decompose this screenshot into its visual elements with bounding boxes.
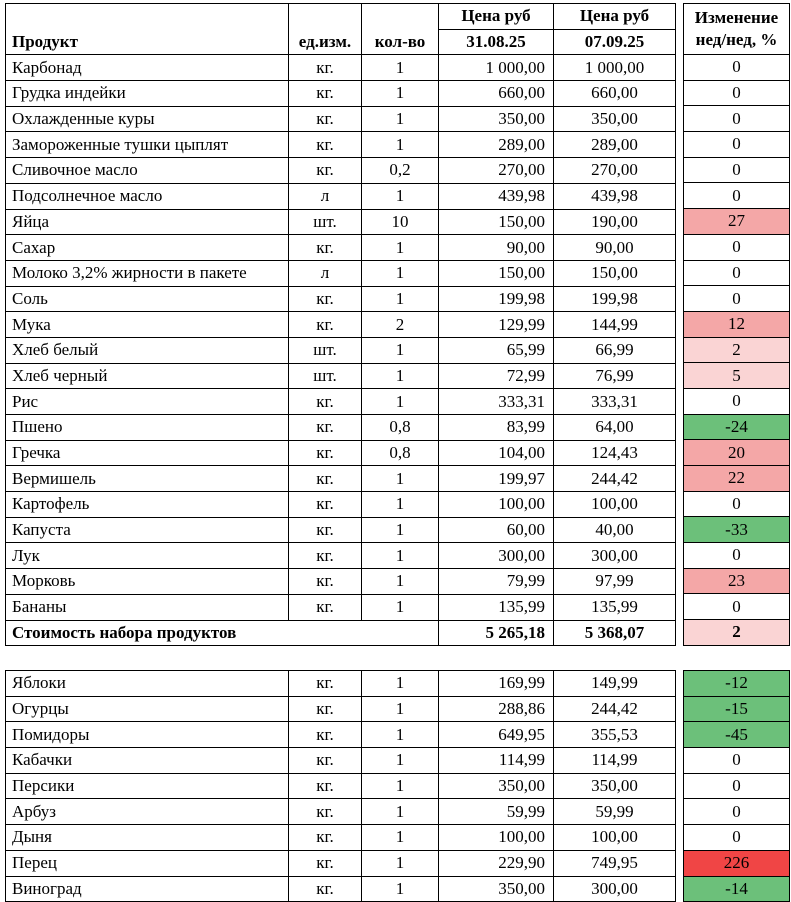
price1-cell: 288,86 xyxy=(439,696,554,722)
price1-cell: 104,00 xyxy=(439,440,554,466)
unit-cell: кг. xyxy=(289,696,362,722)
price2-cell: 144,99 xyxy=(554,312,676,338)
price2-cell: 190,00 xyxy=(554,209,676,235)
qty-cell: 1 xyxy=(362,55,439,81)
qty-cell: 1 xyxy=(362,748,439,774)
header-price1-label: Цена руб xyxy=(439,4,554,30)
table-row xyxy=(6,209,676,235)
price1-cell: 229,90 xyxy=(439,850,554,876)
change-cell: 0 xyxy=(684,799,790,825)
change-cell: 12 xyxy=(684,311,790,337)
change-cell: 226 xyxy=(684,850,790,876)
unit-cell: кг. xyxy=(289,799,362,825)
table-row xyxy=(6,363,676,389)
price1-cell: 65,99 xyxy=(439,337,554,363)
product-name: Сливочное масло xyxy=(6,158,289,184)
unit-cell: кг. xyxy=(289,106,362,132)
price1-cell: 150,00 xyxy=(439,209,554,235)
qty-cell: 1 xyxy=(362,517,439,543)
total-price1: 5 265,18 xyxy=(439,620,554,646)
price2-cell: 1 000,00 xyxy=(554,55,676,81)
change-row xyxy=(684,543,790,569)
change-cell: 0 xyxy=(684,157,790,183)
qty-cell: 0,8 xyxy=(362,415,439,441)
change-cell: 0 xyxy=(684,55,790,81)
table-row xyxy=(6,55,676,81)
product-name: Перец xyxy=(6,850,289,876)
qty-cell: 1 xyxy=(362,235,439,261)
change-cell: 0 xyxy=(684,183,790,209)
unit-cell: кг. xyxy=(289,876,362,902)
price1-cell: 72,99 xyxy=(439,363,554,389)
qty-cell: 1 xyxy=(362,260,439,286)
price2-cell: 150,00 xyxy=(554,260,676,286)
product-name: Помидоры xyxy=(6,722,289,748)
price2-cell: 289,00 xyxy=(554,132,676,158)
price2-cell: 300,00 xyxy=(554,876,676,902)
change-cell: 0 xyxy=(684,106,790,132)
price2-cell: 149,99 xyxy=(554,671,676,697)
change-cell: 22 xyxy=(684,466,790,492)
product-name: Рис xyxy=(6,389,289,415)
change-cell: -12 xyxy=(684,671,790,697)
table-row xyxy=(6,492,676,518)
price2-cell: 749,95 xyxy=(554,850,676,876)
price1-cell: 90,00 xyxy=(439,235,554,261)
price1-cell: 289,00 xyxy=(439,132,554,158)
total-change-row xyxy=(684,620,790,646)
qty-cell: 1 xyxy=(362,389,439,415)
change-cell: 0 xyxy=(684,594,790,620)
change-row xyxy=(684,286,790,312)
change-row xyxy=(684,260,790,286)
qty-cell: 1 xyxy=(362,337,439,363)
change-cell: -33 xyxy=(684,517,790,543)
unit-cell: кг. xyxy=(289,132,362,158)
change-row xyxy=(684,850,790,876)
table-row xyxy=(6,850,676,876)
change-row xyxy=(684,671,790,697)
total-price2: 5 368,07 xyxy=(554,620,676,646)
change-cell: 27 xyxy=(684,209,790,235)
unit-cell: кг. xyxy=(289,440,362,466)
change-header-row xyxy=(684,4,790,55)
change-cell: -15 xyxy=(684,696,790,722)
product-name: Яйца xyxy=(6,209,289,235)
qty-cell: 1 xyxy=(362,466,439,492)
qty-cell: 1 xyxy=(362,722,439,748)
qty-cell: 2 xyxy=(362,312,439,338)
table-row xyxy=(6,415,676,441)
change-cell: 0 xyxy=(684,825,790,851)
product-name: Пшено xyxy=(6,415,289,441)
change-cell: 0 xyxy=(684,234,790,260)
table-row xyxy=(6,748,676,774)
unit-cell: кг. xyxy=(289,543,362,569)
table-row xyxy=(6,722,676,748)
unit-cell: кг. xyxy=(289,158,362,184)
price2-cell: 100,00 xyxy=(554,825,676,851)
change-header-line2: нед/нед, % xyxy=(695,30,778,49)
price1-cell: 79,99 xyxy=(439,569,554,595)
price2-cell: 59,99 xyxy=(554,799,676,825)
price1-cell: 649,95 xyxy=(439,722,554,748)
table-row xyxy=(6,106,676,132)
change-row xyxy=(684,311,790,337)
change-row xyxy=(684,594,790,620)
product-name: Соль xyxy=(6,286,289,312)
qty-cell: 1 xyxy=(362,286,439,312)
table-row xyxy=(6,132,676,158)
price1-cell: 100,00 xyxy=(439,492,554,518)
price2-cell: 40,00 xyxy=(554,517,676,543)
table-row xyxy=(6,671,676,697)
change-table xyxy=(683,3,790,646)
qty-cell: 1 xyxy=(362,876,439,902)
change-cell: -14 xyxy=(684,876,790,902)
header-unit: ед.изм. xyxy=(289,4,362,55)
change-row xyxy=(684,106,790,132)
price2-cell: 100,00 xyxy=(554,492,676,518)
price2-cell: 199,98 xyxy=(554,286,676,312)
unit-cell: кг. xyxy=(289,466,362,492)
table-row xyxy=(6,158,676,184)
price2-cell: 76,99 xyxy=(554,363,676,389)
product-name: Грудка индейки xyxy=(6,81,289,107)
price1-cell: 350,00 xyxy=(439,773,554,799)
qty-cell: 1 xyxy=(362,363,439,389)
change-row xyxy=(684,722,790,748)
change-row xyxy=(684,183,790,209)
unit-cell: шт. xyxy=(289,209,362,235)
unit-cell: л xyxy=(289,260,362,286)
qty-cell: 1 xyxy=(362,132,439,158)
price1-cell: 300,00 xyxy=(439,543,554,569)
table-row xyxy=(6,876,676,902)
unit-cell: кг. xyxy=(289,722,362,748)
product-name: Персики xyxy=(6,773,289,799)
change-header-line1: Изменение xyxy=(694,8,779,27)
change-cell: 0 xyxy=(684,286,790,312)
table-row xyxy=(6,799,676,825)
table-row xyxy=(6,696,676,722)
price1-cell: 350,00 xyxy=(439,106,554,132)
change-cell: 0 xyxy=(684,748,790,774)
price2-cell: 300,00 xyxy=(554,543,676,569)
price1-cell: 199,98 xyxy=(439,286,554,312)
change-row xyxy=(684,517,790,543)
change-row xyxy=(684,799,790,825)
price1-cell: 333,31 xyxy=(439,389,554,415)
unit-cell: кг. xyxy=(289,569,362,595)
price-table xyxy=(5,3,676,646)
product-name: Вермишель xyxy=(6,466,289,492)
qty-cell: 1 xyxy=(362,696,439,722)
header-row-1 xyxy=(6,4,676,30)
unit-cell: кг. xyxy=(289,55,362,81)
change-row xyxy=(684,209,790,235)
product-name: Картофель xyxy=(6,492,289,518)
table-row xyxy=(6,337,676,363)
product-name: Карбонад xyxy=(6,55,289,81)
price2-cell: 64,00 xyxy=(554,415,676,441)
header-product: Продукт xyxy=(6,4,289,55)
price2-cell: 660,00 xyxy=(554,81,676,107)
qty-cell: 1 xyxy=(362,106,439,132)
table-row xyxy=(6,543,676,569)
change-cell: 0 xyxy=(684,388,790,414)
change-cell: 0 xyxy=(684,491,790,517)
price1-cell: 439,98 xyxy=(439,183,554,209)
product-name: Хлеб черный xyxy=(6,363,289,389)
product-name: Кабачки xyxy=(6,748,289,774)
product-name: Лук xyxy=(6,543,289,569)
total-label: Стоимость набора продуктов xyxy=(6,620,439,646)
unit-cell: кг. xyxy=(289,235,362,261)
unit-cell: л xyxy=(289,183,362,209)
change-row xyxy=(684,696,790,722)
table-row xyxy=(6,260,676,286)
qty-cell: 1 xyxy=(362,799,439,825)
unit-cell: кг. xyxy=(289,825,362,851)
price2-cell: 66,99 xyxy=(554,337,676,363)
qty-cell: 1 xyxy=(362,492,439,518)
unit-cell: кг. xyxy=(289,81,362,107)
change-cell: 0 xyxy=(684,773,790,799)
price1-cell: 1 000,00 xyxy=(439,55,554,81)
product-name: Замороженные тушки цыплят xyxy=(6,132,289,158)
total-change: 2 xyxy=(684,620,790,646)
product-name: Подсолнечное масло xyxy=(6,183,289,209)
change-cell: -24 xyxy=(684,414,790,440)
change-row xyxy=(684,132,790,158)
table-row xyxy=(6,825,676,851)
change-row xyxy=(684,337,790,363)
unit-cell: кг. xyxy=(289,389,362,415)
table-row xyxy=(6,569,676,595)
price1-cell: 129,99 xyxy=(439,312,554,338)
unit-cell: кг. xyxy=(289,748,362,774)
change-header xyxy=(684,4,790,55)
price1-cell: 660,00 xyxy=(439,81,554,107)
product-name: Хлеб белый xyxy=(6,337,289,363)
qty-cell: 1 xyxy=(362,543,439,569)
price1-cell: 150,00 xyxy=(439,260,554,286)
table-row xyxy=(6,312,676,338)
unit-cell: кг. xyxy=(289,286,362,312)
price1-cell: 199,97 xyxy=(439,466,554,492)
price2-cell: 244,42 xyxy=(554,696,676,722)
price1-cell: 59,99 xyxy=(439,799,554,825)
price2-cell: 97,99 xyxy=(554,569,676,595)
change-cell: 5 xyxy=(684,363,790,389)
product-name: Морковь xyxy=(6,569,289,595)
price2-cell: 439,98 xyxy=(554,183,676,209)
change-cell: 20 xyxy=(684,440,790,466)
total-row xyxy=(6,620,676,646)
change-row xyxy=(684,388,790,414)
table-row xyxy=(6,286,676,312)
change-row xyxy=(684,568,790,594)
change-row xyxy=(684,157,790,183)
table-row xyxy=(6,466,676,492)
header-price1-date: 31.08.25 xyxy=(439,29,554,55)
header-price2-label: Цена руб xyxy=(554,4,676,30)
price2-cell: 124,43 xyxy=(554,440,676,466)
unit-cell: кг. xyxy=(289,517,362,543)
price-table-2 xyxy=(5,670,676,902)
change-cell: 0 xyxy=(684,543,790,569)
product-name: Яблоки xyxy=(6,671,289,697)
qty-cell: 10 xyxy=(362,209,439,235)
qty-cell: 1 xyxy=(362,671,439,697)
table-row xyxy=(6,389,676,415)
product-name: Виноград xyxy=(6,876,289,902)
change-row xyxy=(684,466,790,492)
unit-cell: кг. xyxy=(289,594,362,620)
change-cell: 0 xyxy=(684,260,790,286)
change-cell: 2 xyxy=(684,337,790,363)
price1-cell: 169,99 xyxy=(439,671,554,697)
qty-cell: 1 xyxy=(362,569,439,595)
product-name: Арбуз xyxy=(6,799,289,825)
table-row xyxy=(6,773,676,799)
product-name: Гречка xyxy=(6,440,289,466)
table-row xyxy=(6,235,676,261)
change-row xyxy=(684,773,790,799)
change-row xyxy=(684,80,790,106)
unit-cell: кг. xyxy=(289,312,362,338)
price2-cell: 355,53 xyxy=(554,722,676,748)
change-table-2 xyxy=(683,670,790,902)
unit-cell: кг. xyxy=(289,415,362,441)
price2-cell: 244,42 xyxy=(554,466,676,492)
table-row xyxy=(6,81,676,107)
unit-cell: шт. xyxy=(289,363,362,389)
product-name: Огурцы xyxy=(6,696,289,722)
price2-cell: 270,00 xyxy=(554,158,676,184)
change-row xyxy=(684,491,790,517)
product-name: Дыня xyxy=(6,825,289,851)
change-cell: 0 xyxy=(684,80,790,106)
qty-cell: 0,8 xyxy=(362,440,439,466)
price1-cell: 100,00 xyxy=(439,825,554,851)
unit-cell: кг. xyxy=(289,773,362,799)
product-name: Молоко 3,2% жирности в пакете xyxy=(6,260,289,286)
unit-cell: кг. xyxy=(289,850,362,876)
price2-cell: 333,31 xyxy=(554,389,676,415)
product-name: Мука xyxy=(6,312,289,338)
table-row xyxy=(6,594,676,620)
unit-cell: шт. xyxy=(289,337,362,363)
product-name: Охлажденные куры xyxy=(6,106,289,132)
change-row xyxy=(684,440,790,466)
qty-cell: 1 xyxy=(362,81,439,107)
qty-cell: 1 xyxy=(362,850,439,876)
header-qty: кол-во xyxy=(362,4,439,55)
header-price2-date: 07.09.25 xyxy=(554,29,676,55)
change-cell: 0 xyxy=(684,132,790,158)
qty-cell: 0,2 xyxy=(362,158,439,184)
change-row xyxy=(684,414,790,440)
price2-cell: 350,00 xyxy=(554,773,676,799)
change-row xyxy=(684,825,790,851)
change-cell: 23 xyxy=(684,568,790,594)
change-row xyxy=(684,876,790,902)
price2-cell: 135,99 xyxy=(554,594,676,620)
unit-cell: кг. xyxy=(289,671,362,697)
qty-cell: 1 xyxy=(362,825,439,851)
price1-cell: 60,00 xyxy=(439,517,554,543)
price1-cell: 135,99 xyxy=(439,594,554,620)
change-row xyxy=(684,234,790,260)
price2-cell: 114,99 xyxy=(554,748,676,774)
product-name: Бананы xyxy=(6,594,289,620)
product-name: Сахар xyxy=(6,235,289,261)
unit-cell: кг. xyxy=(289,492,362,518)
change-row xyxy=(684,748,790,774)
qty-cell: 1 xyxy=(362,183,439,209)
change-cell: -45 xyxy=(684,722,790,748)
change-row xyxy=(684,55,790,81)
price1-cell: 114,99 xyxy=(439,748,554,774)
price1-cell: 83,99 xyxy=(439,415,554,441)
qty-cell: 1 xyxy=(362,773,439,799)
qty-cell: 1 xyxy=(362,594,439,620)
price1-cell: 270,00 xyxy=(439,158,554,184)
price1-cell: 350,00 xyxy=(439,876,554,902)
table-row xyxy=(6,440,676,466)
product-name: Капуста xyxy=(6,517,289,543)
price2-cell: 90,00 xyxy=(554,235,676,261)
price2-cell: 350,00 xyxy=(554,106,676,132)
table-row xyxy=(6,517,676,543)
table-row xyxy=(6,183,676,209)
change-row xyxy=(684,363,790,389)
